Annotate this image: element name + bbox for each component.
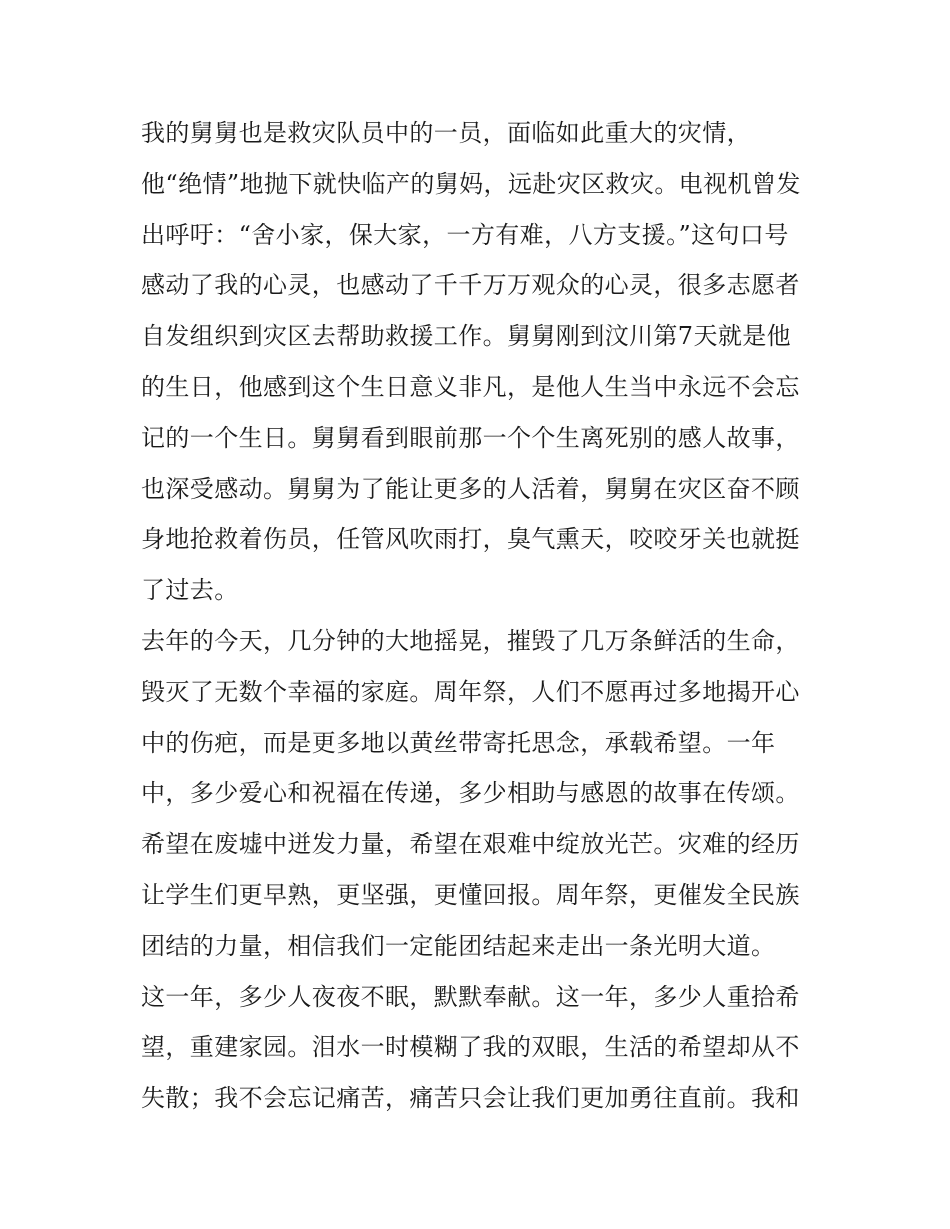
text-line-5: 自发组织到灾区去帮助救援工作。舅舅刚到汶川第7天就是他 [141,322,792,351]
text-line-19: 望，重建家园。泪水一时模糊了我的双眼，生活的希望却从不 [141,1033,800,1062]
text-line-18: 这一年，多少人夜夜不眠，默默奉献。这一年，多少人重拾希 [141,982,800,1011]
text-line-4: 感动了我的心灵，也感动了千千万万观众的心灵，很多志愿者 [141,271,800,300]
text-line-6: 的生日，他感到这个生日意义非凡，是他人生当中永远不会忘 [141,372,800,401]
text-line-1: 我的舅舅也是救灾队员中的一员，面临如此重大的灾情， [141,119,751,147]
text-line-13: 中的伤疤，而是更多地以黄丝带寄托思念，承载希望。一年 [141,728,776,757]
text-line-10: 了过去。 [141,576,239,605]
text-line-11: 去年的今天，几分钟的大地摇晃，摧毁了几万条鲜活的生命， [141,626,800,655]
text-line-14: 中，多少爱心和祝福在传递，多少相助与感恩的故事在传颂。 [141,779,800,808]
text-line-17: 团结的力量，相信我们一定能团结起来走出一条光明大道。 [141,931,776,960]
text-line-12: 毁灭了无数个幸福的家庭。周年祭，人们不愿再过多地揭开心 [141,677,800,706]
essay-text [141,108,821,1124]
text-line-2: 他“绝情”地抛下就快临产的舅妈，远赴灾区救灾。电视机曾发 [141,169,801,198]
text-line-3: 出呼吁：“舍小家，保大家，一方有难，八方支援。”这句口号 [141,220,789,249]
text-line-7: 记的一个生日。舅舅看到眼前那一个个生离死别的感人故事， [141,423,800,452]
text-line-15: 希望在废墟中迸发力量，希望在艰难中绽放光芒。灾难的经历 [141,830,800,859]
text-line-8: 也深受感动。舅舅为了能让更多的人活着，舅舅在灾区奋不顾 [141,474,800,503]
text-line-9: 身地抢救着伤员，任管风吹雨打，臭气熏天，咬咬牙关也就挺 [141,525,800,554]
text-line-16: 让学生们更早熟，更坚强，更懂回报。周年祭，更催发全民族 [141,880,800,909]
text-line-20: 失散；我不会忘记痛苦，痛苦只会让我们更加勇往直前。我和 [141,1084,800,1113]
